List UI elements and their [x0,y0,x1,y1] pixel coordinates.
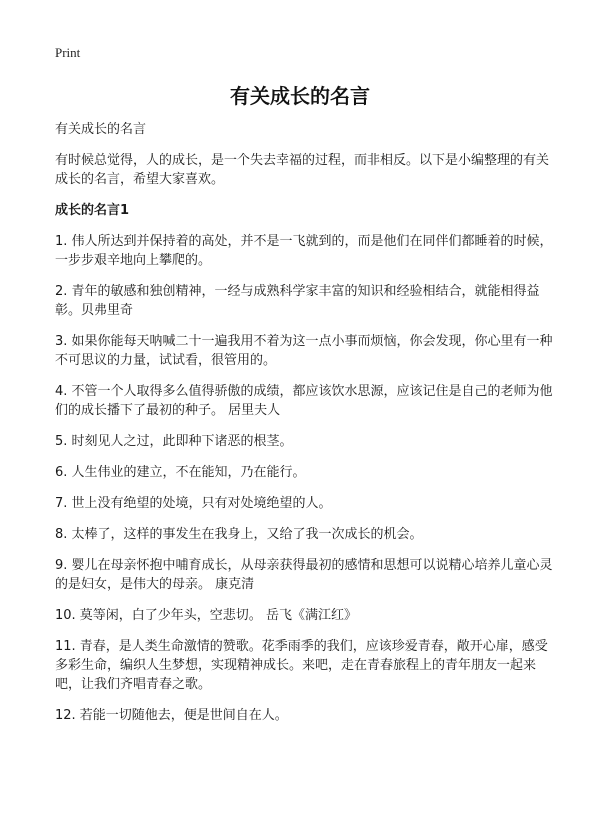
quote-item: 1. 伟人所达到并保持着的高处，并不是一飞就到的，而是他们在同伴们都睡着的时候，一步步艰辛地向上攀爬的。 [55,234,553,268]
quote-item: 4. 不管一个人取得多么值得骄傲的成绩，都应该饮水思源，应该记住是自己的老师为他们的成长播下了最初的种子。 居里夫人 [55,384,553,418]
quote-item: 3. 如果你能每天呐喊二十一遍我用不着为这一点小事而烦恼，你会发现，你心里有一种不可思议的力量，试试看，很管用的。 [55,334,553,368]
quote-item: 2. 青年的敏感和独创精神，一经与成熟科学家丰富的知识和经验相结合，就能相得益彰。贝弗里奇 [55,284,540,318]
quote-item: 11. 青春，是人类生命激情的赞歌。花季雨季的我们，应该珍爱青春，敞开心扉，感受多彩生命，编织人生梦想，实现精神成长。来吧，走在青春旅程上的青年朋友一起来吧，让我们齐唱青春之歌。 [55,639,548,692]
quote-item: 6. 人生伟业的建立，不在能知，乃在能行。 [55,465,306,480]
print-link[interactable]: Print [55,45,81,60]
quote-item: 5. 时刻见人之过，此即种下诸恶的根茎。 [55,434,293,449]
quote-item: 12. 若能一切随他去，便是世间自在人。 [55,708,288,723]
quote-item: 8. 太棒了，这样的事发生在我身上，又给了我一次成长的机会。 [55,527,423,542]
article-subtitle: 有关成长的名言 [55,122,147,137]
section-heading: 成长的名言1 [55,203,130,218]
page-title: 有关成长的名言 [230,84,370,108]
quote-item: 9. 婴儿在母亲怀抱中哺育成长，从母亲获得最初的感情和思想可以说精心培养儿童心灵的是妇女，是伟大的母亲。 康克清 [55,558,553,592]
quote-item: 7. 世上没有绝望的处境，只有对处境绝望的人。 [55,496,332,511]
intro-paragraph: 有时候总觉得，人的成长，是一个失去幸福的过程，而非相反。以下是小编整理的有关成长的名言，希望大家喜欢。 [55,153,550,187]
article-body [55,120,555,737]
quote-item: 10. 莫等闲，白了少年头，空悲切。 岳飞《满江红》 [55,608,357,623]
